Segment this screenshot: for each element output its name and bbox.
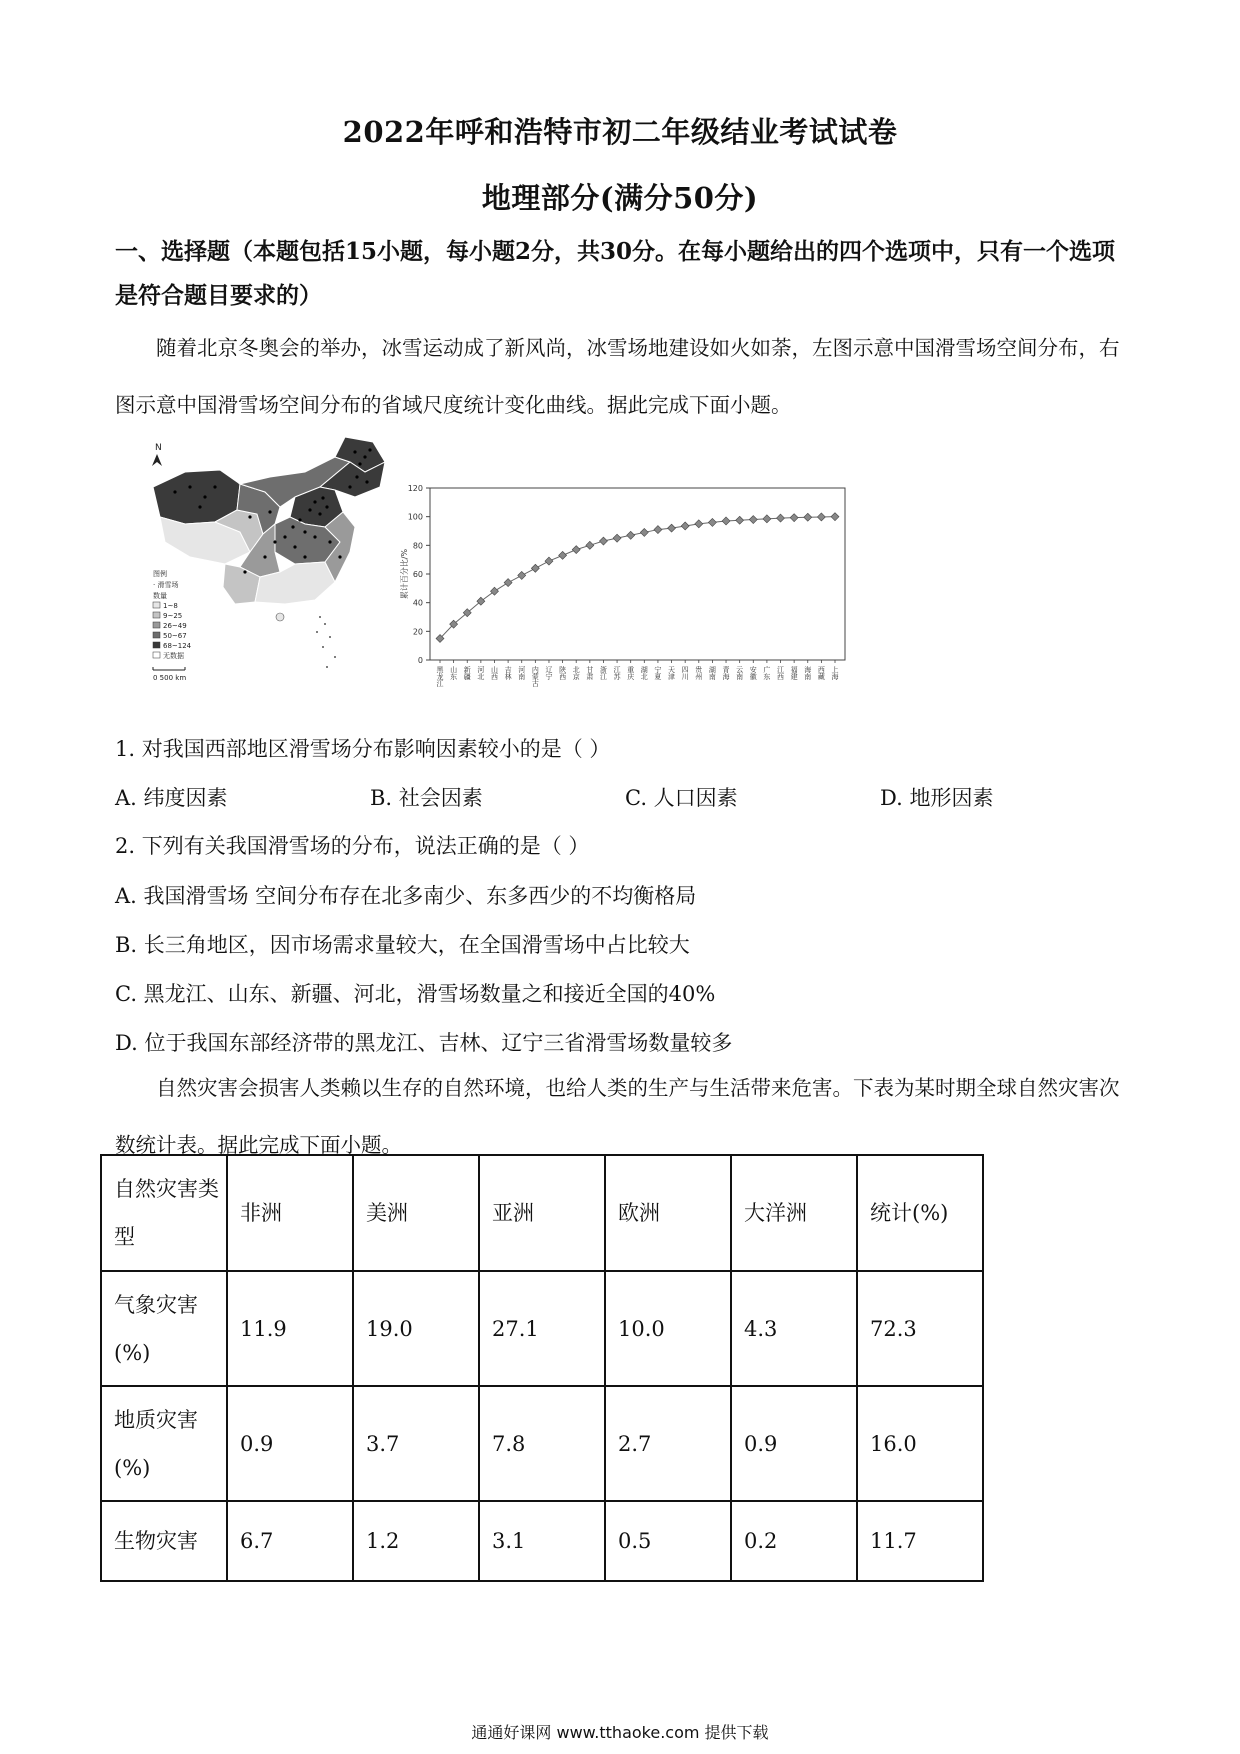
table-cell: 6.7 <box>227 1501 353 1581</box>
x-tick-label: 浙江 <box>599 666 608 680</box>
table-cell: 11.9 <box>227 1271 353 1386</box>
q1-option-c[interactable]: C. 人口因素 <box>625 786 738 810</box>
x-tick-label: 上海 <box>831 666 839 680</box>
x-tick-label: 内蒙古 <box>531 666 540 687</box>
table-cell: 72.3 <box>857 1271 983 1386</box>
table-cell: 0.2 <box>731 1501 857 1581</box>
legend-label: 50~67 <box>163 632 187 640</box>
x-tick-label: 广东 <box>762 666 771 680</box>
table-header-cell: 非洲 <box>227 1155 353 1271</box>
legend-swatch <box>153 612 160 618</box>
data-point <box>627 531 635 539</box>
table-header-cell: 自然灾害类型 <box>101 1155 227 1271</box>
data-point <box>777 514 785 522</box>
table-cell: 3.1 <box>479 1501 605 1581</box>
y-tick-label: 20 <box>412 627 423 637</box>
svg-text:图例: 图例 <box>153 570 167 578</box>
y-tick-label: 120 <box>407 484 423 493</box>
q2-option-b[interactable]: B. 长三角地区，因市场需求量较大，在全国滑雪场中占比较大 <box>115 933 690 957</box>
table-cell: 0.9 <box>731 1386 857 1501</box>
table-cell: 地质灾害(%) <box>101 1386 227 1501</box>
q1-option-d[interactable]: D. 地形因素 <box>880 786 994 810</box>
data-point <box>817 513 825 521</box>
passage-ski-resorts: 随着北京冬奥会的举办，冰雪运动成了新风尚，冰雪场地建设如火如荼，左图示意中国滑雪场空间分布，右图示意中国滑雪场空间分布的省域尺度统计变化曲线。据此完成下面小题。 <box>115 336 1120 417</box>
table-cell: 27.1 <box>479 1271 605 1386</box>
table-header-cell: 欧洲 <box>605 1155 731 1271</box>
y-tick-label: 80 <box>412 541 423 551</box>
data-point <box>722 517 730 525</box>
x-tick-label: 辽宁 <box>544 666 553 680</box>
y-tick-label: 0 <box>417 656 423 665</box>
q2-option-d[interactable]: D. 位于我国东部经济带的黑龙江、吉林、辽宁三省滑雪场数量较多 <box>115 1031 733 1055</box>
x-tick-label: 青海 <box>722 666 731 680</box>
table-cell: 0.9 <box>227 1386 353 1501</box>
table-row <box>101 1271 983 1386</box>
table-cell: 1.2 <box>353 1501 479 1581</box>
data-point <box>518 571 526 579</box>
q2-option-c[interactable]: C. 黑龙江、山东、新疆、河北，滑雪场数量之和接近全国的40% <box>115 982 716 1006</box>
x-tick-label: 湖北 <box>640 666 649 680</box>
legend-swatch <box>153 632 160 638</box>
x-tick-label: 新疆 <box>463 666 472 680</box>
legend-swatch <box>153 652 160 658</box>
x-tick-label: 江西 <box>776 666 785 680</box>
plot-frame <box>430 488 845 660</box>
legend-label: 26~49 <box>163 622 187 630</box>
x-tick-label: 吉林 <box>504 666 513 680</box>
x-tick-label: 湖南 <box>708 666 717 680</box>
data-point <box>559 551 567 559</box>
x-tick-label: 陕西 <box>558 666 567 680</box>
x-tick-label: 福建 <box>790 666 799 680</box>
table-cell: 0.5 <box>605 1501 731 1581</box>
data-point <box>613 534 621 542</box>
data-point <box>599 537 607 545</box>
svg-text:· 滑雪场: · 滑雪场 <box>153 581 179 589</box>
data-point <box>668 524 676 532</box>
data-point <box>804 513 812 521</box>
q2-option-a[interactable]: A. 我国滑雪场 空间分布存在北多南少、东多西少的不均衡格局 <box>115 884 697 908</box>
data-point <box>545 557 553 565</box>
question-1-stem: 1. 对我国西部地区滑雪场分布影响因素较小的是（ ） <box>115 737 611 761</box>
scale-bar <box>153 667 186 682</box>
table-header-row <box>101 1155 983 1271</box>
x-tick-label: 北京 <box>572 666 581 680</box>
data-point <box>708 518 716 526</box>
table-header-cell: 统计(%) <box>857 1155 983 1271</box>
x-tick-label: 海南 <box>803 666 812 680</box>
china-ski-map <box>145 432 390 682</box>
table-cell: 生物灾害 <box>101 1501 227 1581</box>
x-tick-label: 黑龙江 <box>436 666 444 687</box>
table-cell: 19.0 <box>353 1271 479 1386</box>
legend-label: 9~25 <box>163 612 183 620</box>
x-tick-label: 山西 <box>490 666 499 680</box>
x-tick-label: 安徽 <box>749 666 758 680</box>
data-point <box>572 546 580 554</box>
x-tick-label: 宁夏 <box>653 666 662 680</box>
table-cell: 10.0 <box>605 1271 731 1386</box>
x-tick-label: 重庆 <box>626 666 635 680</box>
data-point <box>681 522 689 530</box>
x-tick-label: 江苏 <box>613 666 622 680</box>
disaster-table <box>100 1154 984 1582</box>
passage-disasters: 自然灾害会损害人类赖以生存的自然环境，也给人类的生产与生活带来危害。下表为某时期全球自然灾害次数统计表。据此完成下面小题。 <box>115 1076 1120 1157</box>
table-cell: 3.7 <box>353 1386 479 1501</box>
data-point <box>790 514 798 522</box>
table-cell: 4.3 <box>731 1271 857 1386</box>
legend-label: 1~8 <box>163 602 178 610</box>
table-row <box>101 1501 983 1581</box>
svg-text:数量: 数量 <box>153 592 167 600</box>
exam-subtitle: 地理部分(满分50分) <box>481 181 759 215</box>
series-line <box>440 517 835 639</box>
data-point <box>736 516 744 524</box>
svg-text:N: N <box>155 443 162 453</box>
exam-title: 2022年呼和浩特市初二年级结业考试试卷 <box>342 115 898 149</box>
north-arrow-icon <box>152 443 162 466</box>
q1-option-a[interactable]: A. 纬度因素 <box>115 786 228 810</box>
x-tick-label: 四川 <box>681 666 690 680</box>
map-legend <box>153 569 178 600</box>
table-header-cell: 大洋洲 <box>731 1155 857 1271</box>
x-tick-label: 河南 <box>517 666 526 680</box>
legend-swatch <box>153 602 160 608</box>
south-sea-islands <box>316 616 336 668</box>
china-map-figure <box>145 432 390 686</box>
x-tick-label: 山东 <box>449 666 458 680</box>
table-cell: 11.7 <box>857 1501 983 1581</box>
legend-swatch <box>153 622 160 628</box>
legend-label: 无数据 <box>163 652 184 660</box>
data-point <box>586 541 594 549</box>
data-point <box>763 515 771 523</box>
x-tick-label: 河北 <box>476 666 485 680</box>
table-header-cell: 美洲 <box>353 1155 479 1271</box>
y-tick-label: 40 <box>412 598 423 608</box>
table-cell: 气象灾害(%) <box>101 1271 227 1386</box>
legend-swatch <box>153 642 160 648</box>
data-point <box>504 579 512 587</box>
question-2-stem: 2. 下列有关我国滑雪场的分布，说法正确的是（ ） <box>115 834 590 858</box>
hainan-island <box>276 613 284 621</box>
table-row <box>101 1386 983 1501</box>
x-tick-label: 贵州 <box>694 666 703 680</box>
table-header-cell: 亚洲 <box>479 1155 605 1271</box>
cumulative-chart-figure <box>385 470 855 699</box>
page-footer: 通通好课网 www.tthaoke.com 提供下载 <box>471 1723 769 1742</box>
legend-label: 68~124 <box>163 642 192 650</box>
table-cell: 16.0 <box>857 1386 983 1501</box>
data-point <box>695 520 703 528</box>
y-axis-label: 累计百分比/% <box>400 548 409 600</box>
data-point <box>831 513 839 521</box>
cumulative-line-chart <box>385 470 855 695</box>
x-tick-label: 甘肃 <box>585 666 594 680</box>
data-point <box>749 516 757 524</box>
svg-text:0 500 km: 0 500 km <box>153 674 187 682</box>
table-cell: 2.7 <box>605 1386 731 1501</box>
x-tick-label: 云南 <box>735 666 744 680</box>
data-point <box>490 587 498 595</box>
x-tick-label: 西藏 <box>817 666 826 680</box>
section-heading: 一、选择题（本题包括15小题，每小题2分，共30分。在每小题给出的四个选项中，只有一个选项是符合题目要求的） <box>115 238 1116 309</box>
data-point <box>654 526 662 534</box>
table-cell: 7.8 <box>479 1386 605 1501</box>
q1-option-b[interactable]: B. 社会因素 <box>370 786 483 810</box>
y-tick-label: 60 <box>412 570 423 579</box>
data-point <box>640 528 648 536</box>
data-point <box>531 564 539 572</box>
x-tick-label: 天津 <box>667 666 676 680</box>
y-tick-label: 100 <box>407 512 423 522</box>
